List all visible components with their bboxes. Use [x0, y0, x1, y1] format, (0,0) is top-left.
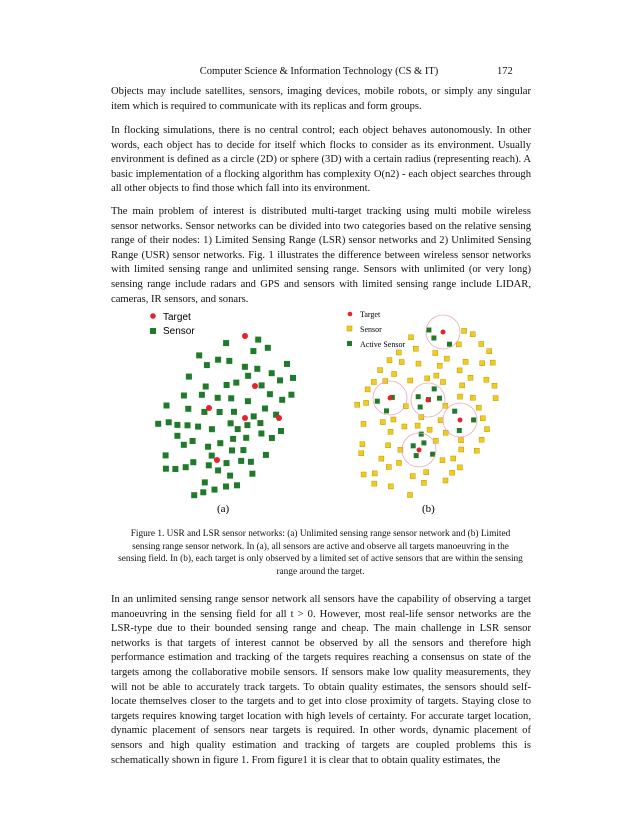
idle-sensor-node: [434, 373, 439, 378]
sensor-node: [191, 492, 197, 498]
idle-sensor-node: [443, 478, 448, 483]
sensor-node: [288, 392, 294, 398]
sensor-node: [200, 489, 206, 495]
sensor-node: [250, 348, 256, 354]
idle-sensor-node: [424, 470, 429, 475]
idle-sensor-node: [459, 438, 464, 443]
sensor-node: [183, 464, 189, 470]
sensor-node: [190, 438, 196, 444]
sensor-node: [163, 452, 169, 458]
active-sensor-node: [447, 342, 452, 347]
sensor-node: [163, 466, 169, 472]
sensor-node: [172, 466, 178, 472]
active-sensor-node: [471, 417, 476, 422]
idle-sensor-node: [450, 470, 455, 475]
legend-target-label: Target: [360, 310, 381, 319]
idle-sensor-node: [463, 359, 468, 364]
idle-sensor-node: [413, 346, 418, 351]
target-node: [242, 333, 248, 339]
sensor-node: [267, 391, 273, 397]
paragraph: In flocking simulations, there is no central control; each object behaves autonomously. In other words, each object has to decide for itself which flocks to consider as its environment. Usually environment is defined as a circle (2D) or sphere (3D) with a certain radius (representing reach). A basic implementation of a flocking algorithm has complexity O(n2) - each object searches through all other objects to find those which fall into its environment.: [111, 125, 531, 195]
idle-sensor-node: [470, 332, 475, 337]
idle-sensor-node: [438, 418, 443, 423]
sensor-node: [254, 366, 260, 372]
sensor-node: [206, 462, 212, 468]
sensor-node: [290, 375, 296, 381]
panel-a-legend: [150, 312, 195, 337]
idle-sensor-node: [386, 465, 391, 470]
sensor-node: [215, 467, 221, 473]
idle-sensor-node: [355, 402, 360, 407]
idle-sensor-node: [372, 481, 377, 486]
sensor-node: [228, 395, 234, 401]
panel-b-legend: [347, 310, 405, 349]
sensor-node: [209, 453, 215, 459]
active-sensor-node: [452, 409, 457, 414]
sensor-node: [181, 393, 187, 399]
idle-sensor-node: [387, 358, 392, 363]
sensor-node: [196, 352, 202, 358]
sensor-node: [255, 337, 261, 343]
idle-sensor-node: [364, 400, 369, 405]
idle-sensor-node: [365, 387, 370, 392]
sensor-node: [227, 473, 233, 479]
idle-sensor-node: [388, 429, 393, 434]
idle-sensor-node: [479, 437, 484, 442]
idle-sensor-node: [444, 356, 449, 361]
active-sensor-node: [414, 453, 419, 458]
sensor-node: [240, 447, 246, 453]
idle-sensor-node: [410, 474, 415, 479]
idle-sensor-node: [484, 377, 489, 382]
active-sensor-node: [384, 408, 389, 413]
legend-sensor-marker: [150, 328, 156, 334]
idle-sensor-node: [396, 350, 401, 355]
panel-a-label: (a): [217, 503, 230, 515]
idle-sensor-node: [408, 378, 413, 383]
target-node: [388, 396, 393, 401]
sensor-node: [269, 435, 275, 441]
panel-a-usr-network: [150, 312, 296, 515]
idle-sensor-node: [480, 361, 485, 366]
target-node: [441, 330, 446, 335]
idle-sensor-node: [402, 424, 407, 429]
figure-1: [135, 300, 515, 520]
target-node: [426, 398, 431, 403]
idle-sensor-node: [388, 484, 393, 489]
sensor-node: [195, 424, 201, 430]
sensor-node: [185, 422, 191, 428]
idle-sensor-node: [360, 442, 365, 447]
sensor-node: [203, 384, 209, 390]
idle-sensor-node: [460, 383, 465, 388]
sensor-node: [245, 398, 251, 404]
sensor-node: [259, 382, 265, 388]
idle-sensor-node: [386, 443, 391, 448]
paragraph: Objects may include satellites, sensors, imaging devices, mobile robots, or simply any singular item which is required to communicate with its replicas and form groups.: [111, 86, 531, 112]
sensor-node: [243, 435, 249, 441]
target-node: [276, 415, 282, 421]
sensor-node: [155, 421, 161, 427]
target-node: [458, 418, 463, 423]
sensor-node: [284, 361, 290, 367]
idle-sensor-node: [440, 458, 445, 463]
idle-sensor-node: [359, 451, 364, 456]
figure-caption: Figure 1. USR and LSR sensor networks: (a) Unlimited sensing range sensor network and (b) Limited sensing range sensor network. In (a), all sensors are active and observe all targets manoeuvring in the sensing field. In (b), each target is only observed by a limited set of active sensors that are within the sensing range around the target.: [118, 529, 523, 577]
active-sensor-node: [411, 443, 416, 448]
idle-sensor-node: [487, 349, 492, 354]
sensor-node: [245, 373, 251, 379]
idle-sensor-node: [397, 460, 402, 465]
idle-sensor-node: [361, 472, 366, 477]
idle-sensor-node: [457, 368, 462, 373]
active-sensor-node: [375, 399, 380, 404]
active-sensor-node: [419, 432, 424, 437]
idle-sensor-node: [427, 427, 432, 432]
idle-sensor-node: [372, 471, 377, 476]
idle-sensor-node: [492, 383, 497, 388]
idle-sensor-node: [493, 396, 498, 401]
paragraph: The main problem of interest is distributed multi-target tracking using multi mobile wireless sensor networks. Sensor networks can be divided into two categories based on the relative sensing range of their nodes: 1) Limited Sensing Range (LSR) sensor networks and 2) Unlimited Sensing Range (USR) sensor networks. Fig. 1 illustrates the difference between wireless sensor networks with limited sensing range and unlimited sensing range. Sensors with unlimited (or very long) sensing range include radars and GPS and sensors with limited sensing range include LIDAR, cameras, IR sensors, and sonars.: [111, 206, 531, 305]
sensor-node: [215, 395, 221, 401]
sensor-node: [231, 409, 237, 415]
legend-sensor-label: Sensor: [360, 325, 382, 334]
target-node: [206, 405, 212, 411]
idle-sensor-node: [416, 361, 421, 366]
sensor-node: [279, 397, 285, 403]
active-sensor-node: [430, 452, 435, 457]
sensor-node: [215, 357, 221, 363]
sensor-node: [199, 392, 205, 398]
idle-sensor-node: [462, 328, 467, 333]
sensor-node: [217, 409, 223, 415]
active-sensor-node: [431, 336, 436, 341]
active-sensor-node: [432, 386, 437, 391]
active-sensor-node: [416, 394, 421, 399]
sensor-node: [228, 420, 234, 426]
sensor-node: [277, 377, 283, 383]
idle-sensor-node: [485, 427, 490, 432]
sensor-node: [212, 487, 218, 493]
active-sensor-node: [421, 440, 426, 445]
paragraph: In an unlimited sensing range sensor network all sensors have the capability of observing a target manoeuvring in the sensing field for all t > 0. However, most real-life sensor networks are the LSR-type due to their bounded sensing range and cheap. The main challenge in LSR sensor networks is that targets of interest cannot be observed by all the sensors and therefore high performance estimation and tracking of the targets requires reaching a consensus on state of the targets among the collaborative mobile sensors. If sensors make low quality measurements, they will not be able to accurately track targets. To obtain quality estimates, the sensors should self-locate themselves closer to the targets and to get into close proximity of targets. Staying close to targets requires knowing target location with high levels of certainty. For accurate target location, dynamic placement of sensors near targets is required. In other words, dynamic placement of sensors and high quality estimation and tracking of targets are coupled problems this is schematically shown in figure 1. From figure1 it is clear that to obtain quality estimates, the: [111, 594, 531, 766]
sensor-node: [229, 447, 235, 453]
active-sensor-node: [426, 328, 431, 333]
figure-1-graphic: [135, 300, 515, 520]
sensor-node: [204, 362, 210, 368]
legend-active-sensor-label: Active Sensor: [360, 340, 406, 349]
sensor-node: [166, 419, 172, 425]
idle-sensor-node: [361, 421, 366, 426]
panel-b-lsr-network: [347, 310, 498, 515]
idle-sensor-node: [437, 363, 442, 368]
active-sensor-node: [457, 428, 462, 433]
idle-sensor-node: [391, 417, 396, 422]
sensor-node: [234, 482, 240, 488]
sensor-node: [248, 459, 254, 465]
idle-sensor-node: [480, 416, 485, 421]
legend-sensor-label: Sensor: [163, 326, 195, 337]
sensor-node: [278, 428, 284, 434]
target-node: [242, 415, 248, 421]
idle-sensor-node: [425, 376, 430, 381]
sensor-node: [205, 444, 211, 450]
sensor-node: [265, 345, 271, 351]
sensor-node: [251, 413, 257, 419]
sensor-node: [244, 422, 250, 428]
panel-b-label: (b): [422, 503, 435, 515]
legend-target-label: Target: [163, 312, 191, 323]
idle-sensor-node: [408, 493, 413, 498]
idle-sensor-node: [409, 335, 414, 340]
idle-sensor-node: [378, 368, 383, 373]
idle-sensor-node: [441, 380, 446, 385]
sensor-node: [263, 452, 269, 458]
sensor-node: [238, 458, 244, 464]
sensor-node: [190, 459, 196, 465]
idle-sensor-node: [371, 380, 376, 385]
sensor-node: [164, 403, 170, 409]
sensor-node: [181, 442, 187, 448]
idle-sensor-node: [415, 423, 420, 428]
sensor-node: [209, 426, 215, 432]
sensor-node: [230, 436, 236, 442]
target-node: [417, 448, 422, 453]
target-node: [214, 457, 220, 463]
sensor-node: [224, 460, 230, 466]
idle-sensor-node: [470, 395, 475, 400]
sensor-node: [224, 382, 230, 388]
sensor-node: [233, 380, 239, 386]
idle-sensor-node: [459, 447, 464, 452]
idle-sensor-node: [379, 456, 384, 461]
sensor-node: [217, 440, 223, 446]
page-number: 172: [497, 66, 513, 77]
idle-sensor-node: [458, 394, 463, 399]
legend-target-marker: [150, 313, 156, 319]
idle-sensor-node: [421, 480, 426, 485]
sensor-node: [258, 431, 264, 437]
sensor-node: [201, 409, 207, 415]
sensor-node: [249, 471, 255, 477]
sensor-node: [257, 420, 263, 426]
sensor-node: [269, 370, 275, 376]
sensor-node: [235, 426, 241, 432]
idle-sensor-node: [392, 372, 397, 377]
journal-title: Computer Science & Information Technology (CS & IT): [199, 66, 439, 77]
idle-sensor-node: [456, 342, 461, 347]
sensor-node: [226, 358, 232, 364]
legend-sensor-marker: [347, 326, 352, 331]
idle-sensor-node: [380, 420, 385, 425]
sensor-node: [223, 340, 229, 346]
idle-sensor-node: [451, 456, 456, 461]
sensor-node: [174, 422, 180, 428]
idle-sensor-node: [433, 351, 438, 356]
target-node: [252, 383, 258, 389]
sensor-node: [186, 374, 192, 380]
legend-active-sensor-marker: [347, 341, 352, 346]
sensor-node: [242, 364, 248, 370]
idle-sensor-node: [457, 465, 462, 470]
active-sensor-node: [418, 405, 423, 410]
idle-sensor-node: [399, 360, 404, 365]
sensor-node: [185, 406, 191, 412]
idle-sensor-node: [468, 375, 473, 380]
active-sensor-node: [437, 396, 442, 401]
legend-target-marker: [348, 312, 353, 317]
idle-sensor-node: [476, 405, 481, 410]
idle-sensor-node: [490, 360, 495, 365]
sensor-node: [262, 406, 268, 412]
idle-sensor-node: [474, 448, 479, 453]
sensor-node: [174, 433, 180, 439]
idle-sensor-node: [479, 342, 484, 347]
panel-a-marks: [155, 333, 296, 498]
sensor-node: [223, 484, 229, 490]
sensor-node: [202, 479, 208, 485]
